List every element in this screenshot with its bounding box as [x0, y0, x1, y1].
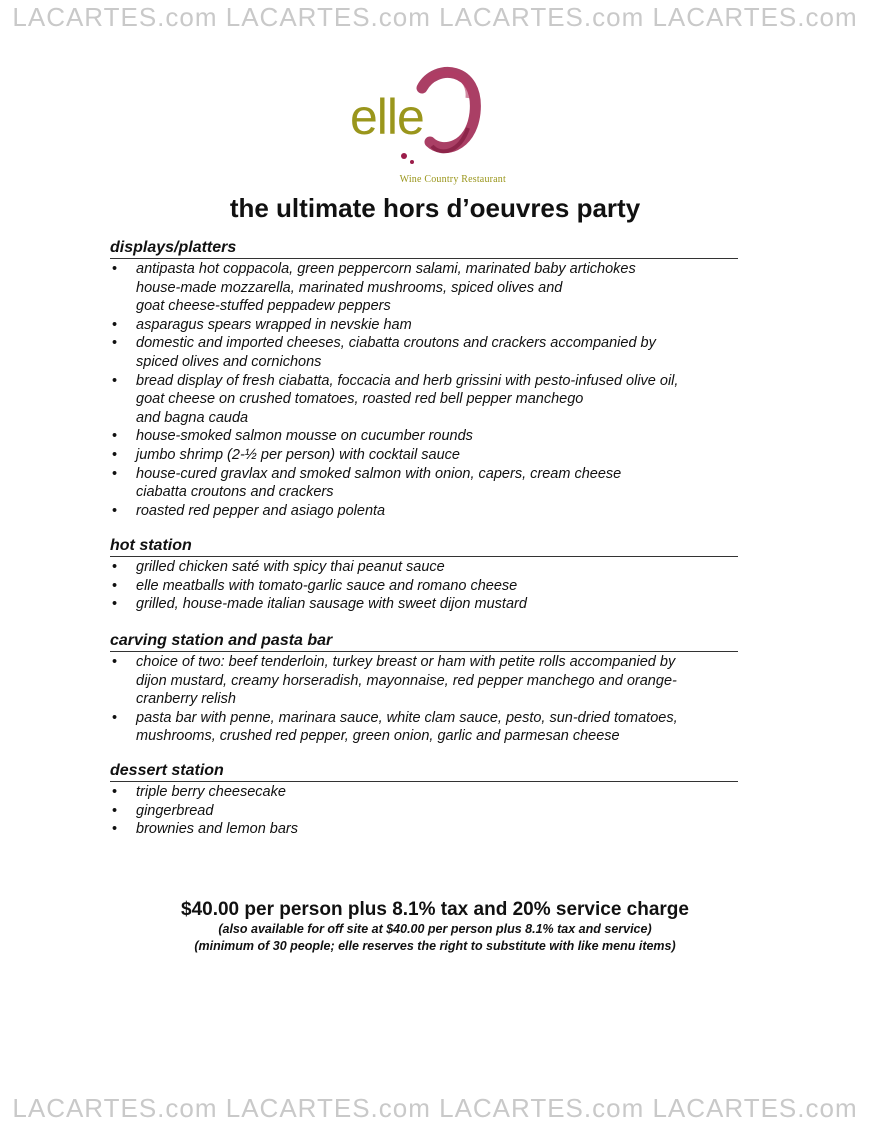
price-main: $40.00 per person plus 8.1% tax and 20% service charge [181, 899, 689, 920]
section-heading: hot station [110, 537, 738, 557]
section-displays-platters [110, 239, 738, 520]
section-dessert-station [110, 762, 738, 839]
list-item: • house-smoked salmon mousse on cucumber rounds [112, 428, 473, 445]
price-note-offsite: (also available for off site at $40.00 per person plus 8.1% tax and service) [218, 922, 652, 936]
list-item: • elle meatballs with tomato-garlic sauce and romano cheese [112, 577, 518, 594]
list-item: • roasted red pepper and asiago polenta [112, 502, 386, 519]
list-item: • gingerbread [112, 802, 214, 819]
section-hot-station [110, 537, 738, 614]
item-list [110, 558, 738, 614]
list-item: • grilled, house-made italian sausage with sweet dijon mustard [112, 596, 527, 613]
section-heading: dessert station [110, 762, 738, 782]
list-item: • domestic and imported cheeses, ciabatta croutons and crackers accompanied by spiced olives and cornichons [112, 335, 656, 370]
list-item: • choice of two: beef tenderloin, turkey breast or ham with petite rolls accompanied by dijon mustard, creamy horseradish, mayonnaise, red pepper manchego and orange- cranberry relish [112, 654, 677, 708]
item-list [110, 783, 738, 839]
list-item: • asparagus spears wrapped in nevskie ham [112, 316, 412, 333]
item-list [110, 260, 738, 520]
list-item: • triple berry cheesecake [112, 784, 286, 800]
watermark-bottom: LACARTES.com LACARTES.com LACARTES.com LACARTES.com [12, 1093, 858, 1123]
list-item: • grilled chicken saté with spicy thai peanut sauce [112, 559, 445, 575]
item-list [110, 653, 738, 746]
list-item: • bread display of fresh ciabatta, foccacia and herb grissini with pesto-infused olive oil, goat cheese on crushed tomatoes, roasted red bell pepper manchego and bagna cauda [112, 372, 679, 426]
list-item: • jumbo shrimp (2-½ per person) with cocktail sauce [112, 446, 460, 463]
elle-logo [340, 58, 510, 188]
page-title: the ultimate hors d’oeuvres party [229, 193, 641, 223]
pricing-block [0, 899, 870, 955]
watermark-top: LACARTES.com LACARTES.com LACARTES.com LACARTES.com [12, 2, 858, 32]
section-heading: displays/platters [110, 239, 738, 259]
price-note-minimum: (minimum of 30 people; elle reserves the right to substitute with like menu items) [194, 939, 676, 953]
list-item: • brownies and lemon bars [112, 821, 299, 838]
section-heading: carving station and pasta bar [110, 632, 738, 652]
list-item: • house-cured gravlax and smoked salmon with onion, capers, cream cheese ciabatta croutons and crackers [112, 465, 622, 501]
logo-tagline: Wine Country Restaurant [399, 174, 506, 185]
logo-wordmark: elle [350, 89, 424, 145]
list-item: • antipasta hot coppacola, green peppercorn salami, marinated baby artichokes house-made mozzarella, marinated mushrooms, spiced olives and goat cheese-stuffed peppadew peppers [112, 261, 636, 315]
section-carving-station [110, 632, 738, 746]
list-item: • pasta bar with penne, marinara sauce, white clam sauce, pesto, sun-dried tomatoes, mushrooms, crushed red pepper, green onion, garlic and parmesan cheese [112, 709, 678, 745]
